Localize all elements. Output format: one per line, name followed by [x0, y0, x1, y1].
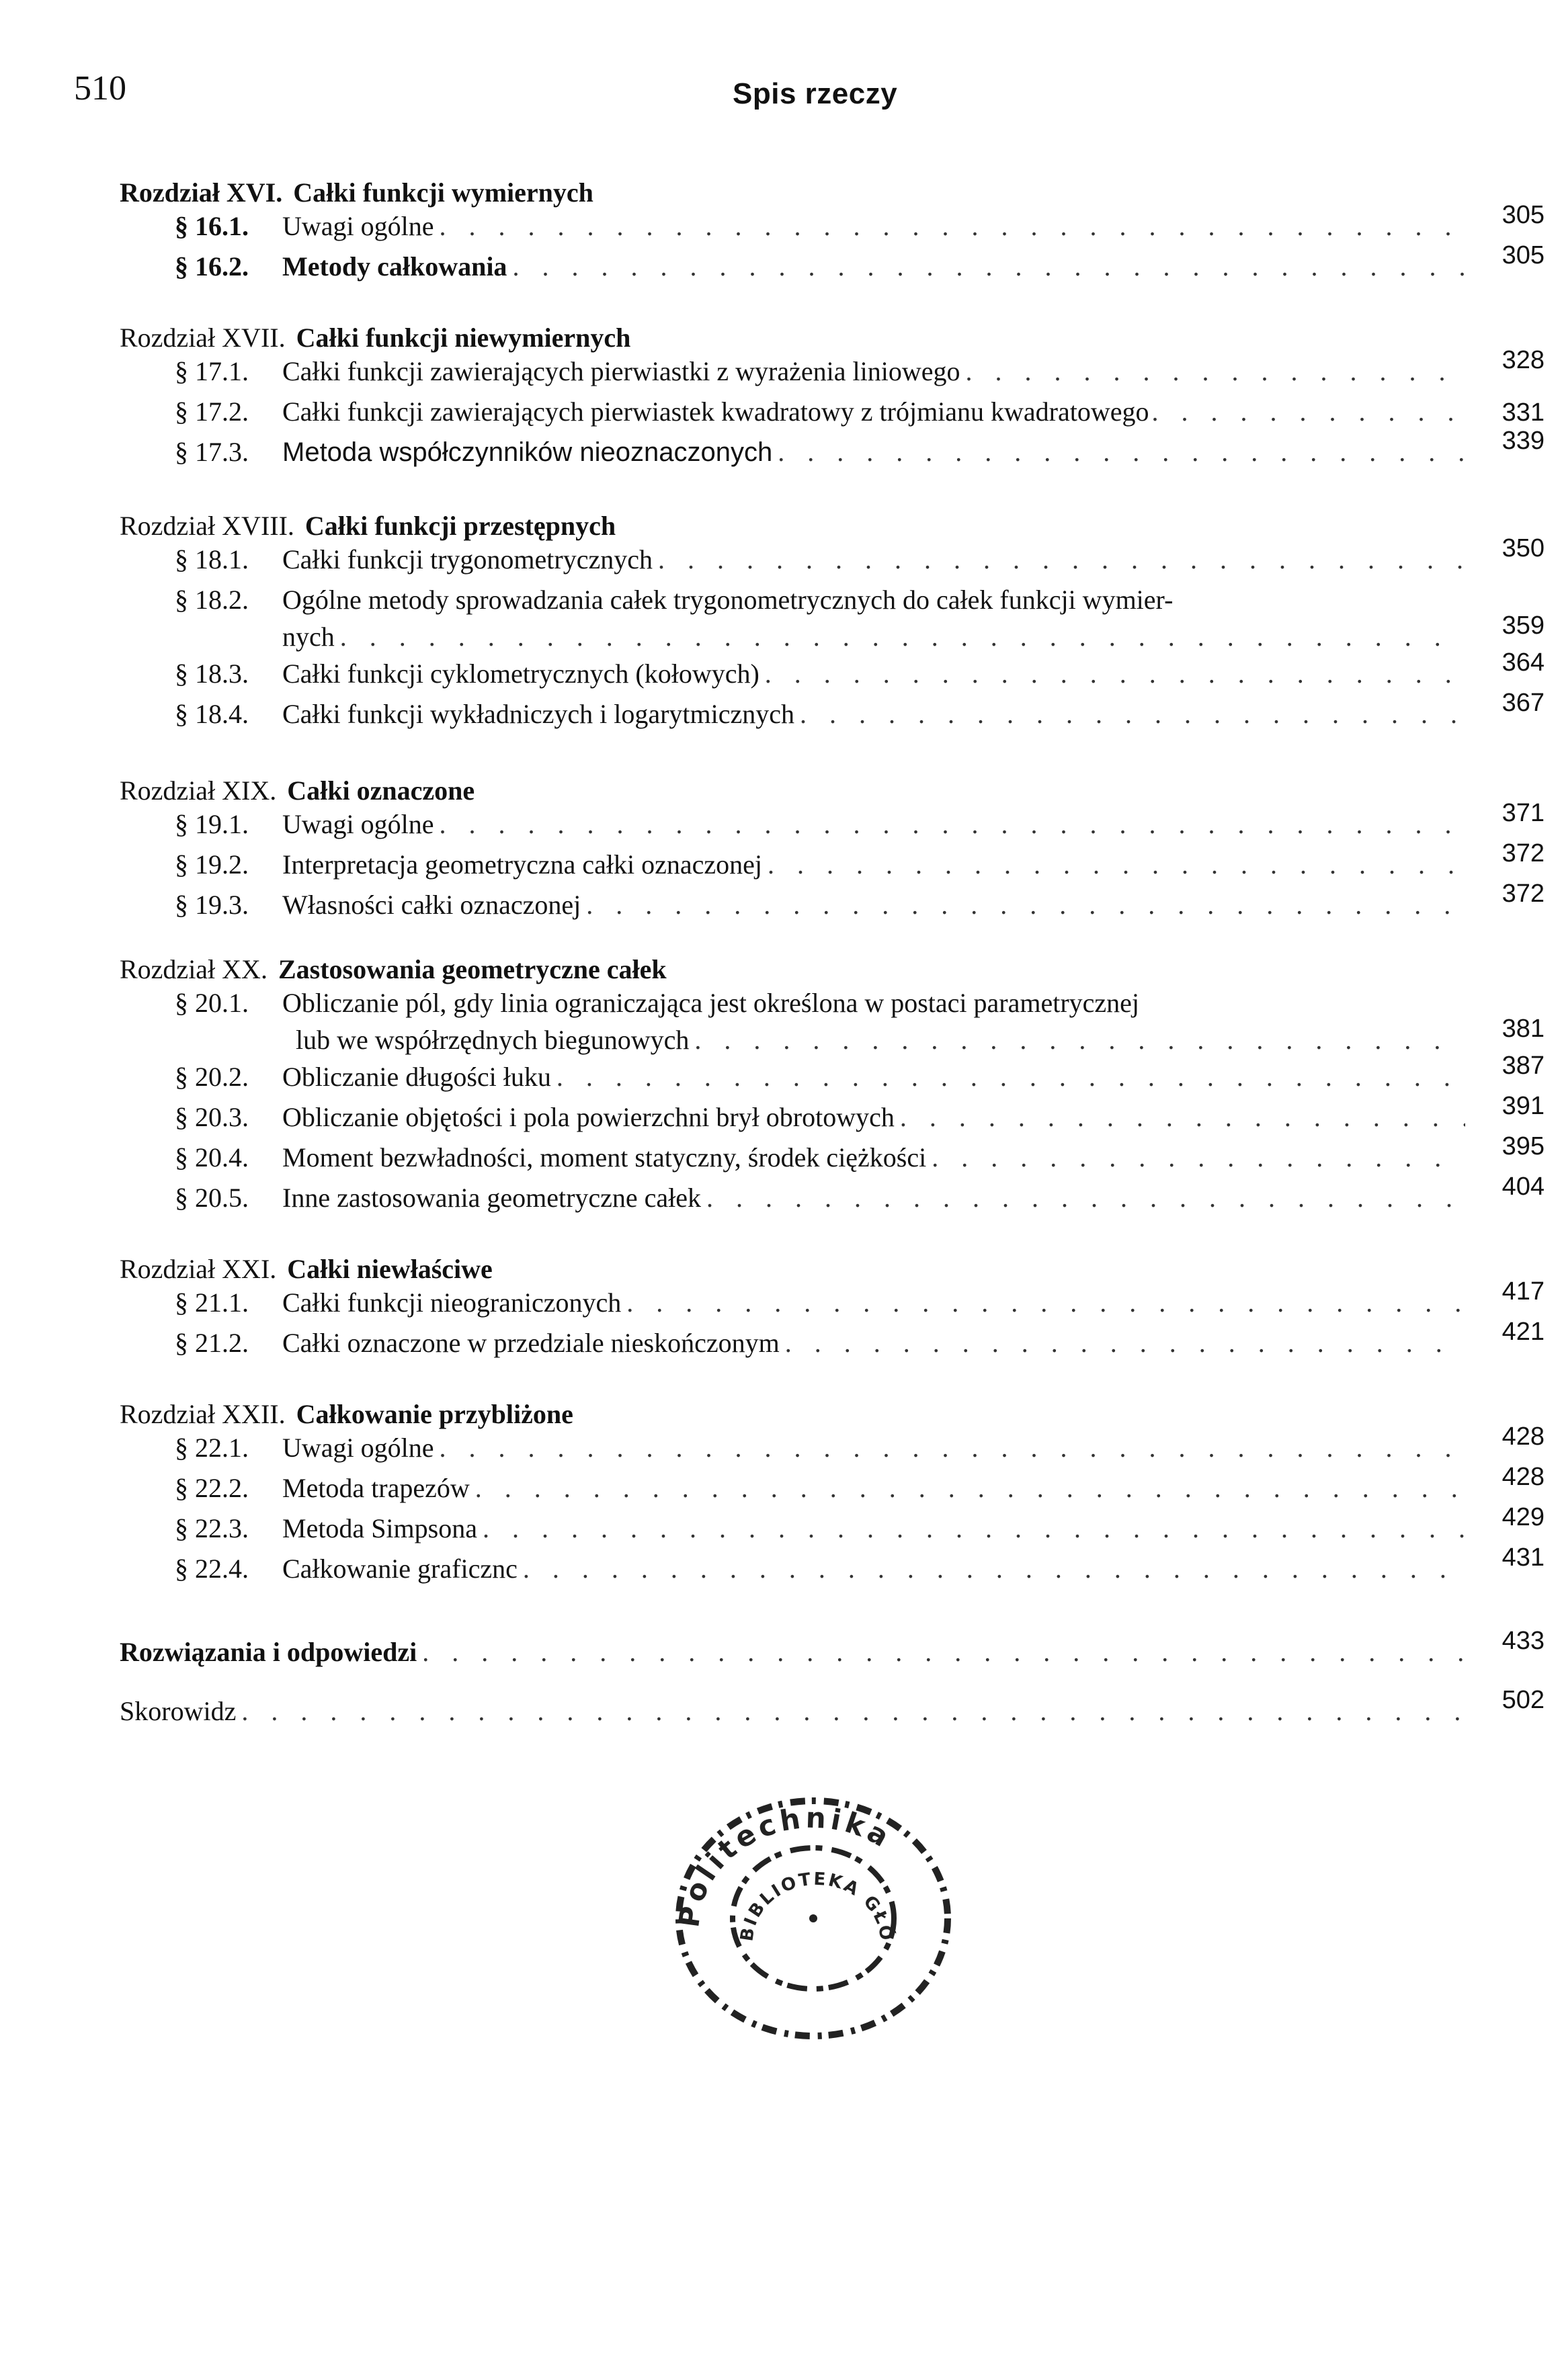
- page-ref: 328: [1502, 346, 1545, 374]
- entry-title: Uwagi ogólne: [282, 1433, 434, 1463]
- toc-entry[interactable]: [120, 1422, 1545, 1472]
- toc-entry[interactable]: [120, 201, 1545, 250]
- page-ref: 431: [1502, 1543, 1545, 1572]
- leader-dots: [694, 1023, 1465, 1057]
- leader-dots: [422, 1635, 1465, 1669]
- entry-title: Całki oznaczone w przedziale nieskończonym: [282, 1328, 780, 1358]
- leader-dots: [440, 808, 1465, 841]
- entry-title: Całki funkcji wykładniczych i logarytmicznych: [282, 699, 794, 729]
- leader-dots: [512, 250, 1465, 284]
- toc-entry[interactable]: [120, 839, 1545, 888]
- section-number: § 20.2.: [175, 1062, 249, 1092]
- leader-dots: [778, 435, 1465, 469]
- entry-title: Skorowidz: [120, 1696, 237, 1726]
- page-ref: 428: [1502, 1422, 1545, 1451]
- toc-entry[interactable]: [120, 1503, 1545, 1552]
- toc-entry[interactable]: [120, 1132, 1545, 1181]
- entry-title: Całki funkcji nieograniczonych: [282, 1287, 622, 1318]
- leader-dots: [440, 210, 1465, 243]
- section-number: § 20.3.: [175, 1102, 249, 1132]
- chapter-title: Całki funkcji wymiernych: [293, 177, 593, 208]
- page-ref: 350: [1502, 534, 1545, 562]
- leader-dots: [1152, 395, 1468, 429]
- page-ref: 391: [1502, 1092, 1545, 1120]
- section-number: § 21.1.: [175, 1287, 249, 1318]
- entry-title: Rozwiązania i odpowiedzi: [120, 1637, 417, 1667]
- page-number: 510: [74, 69, 126, 108]
- leader-dots: [800, 697, 1465, 731]
- page-ref: 359: [1502, 611, 1545, 640]
- entry-title: Własności całki oznaczonej: [282, 890, 581, 920]
- toc-entry[interactable]: [120, 534, 1545, 583]
- section-number: § 17.2.: [175, 396, 249, 427]
- chapter-heading: [120, 321, 1545, 355]
- toc-entry[interactable]: [120, 799, 1545, 848]
- page-ref: 305: [1502, 201, 1545, 229]
- section-number: § 22.2.: [175, 1473, 249, 1503]
- chapter-label: Rozdział XX.: [120, 954, 268, 984]
- entry-title: Obliczanie długości łuku: [282, 1062, 551, 1092]
- chapter-heading: [120, 176, 1545, 210]
- page-ref: 428: [1502, 1463, 1545, 1491]
- toc-entry[interactable]: [120, 346, 1545, 395]
- chapter-label: Rozdział XVIII.: [120, 511, 294, 541]
- stamp-outer-text: Politechnika: [672, 1801, 898, 1930]
- page-ref: 395: [1502, 1132, 1545, 1160]
- toc-entry[interactable]: [120, 427, 1545, 476]
- page-ref: 372: [1502, 839, 1545, 867]
- section-number: § 16.1.: [175, 211, 249, 241]
- library-stamp-icon: [645, 1774, 981, 2056]
- chapter-title: Całki niewłaściwe: [287, 1254, 493, 1284]
- toc-entry[interactable]: [120, 395, 1545, 435]
- leader-dots: [475, 1472, 1465, 1505]
- toc-entry[interactable]: [120, 648, 1545, 697]
- section-number: § 22.1.: [175, 1433, 249, 1463]
- entry-title: Interpretacja geometryczna całki oznaczonej: [282, 849, 763, 880]
- leader-dots: [626, 1286, 1465, 1320]
- page-ref: 387: [1502, 1052, 1545, 1080]
- entry-title: Metoda trapezów: [282, 1473, 470, 1503]
- chapter-xvii: [120, 321, 1545, 476]
- chapter-title: Całki oznaczone: [287, 775, 475, 806]
- toc-entry[interactable]: [120, 1092, 1545, 1141]
- toc-entry[interactable]: [120, 689, 1545, 738]
- toc-entry[interactable]: [120, 583, 1545, 657]
- leader-dots: [241, 1695, 1465, 1728]
- page-ref: 433: [1502, 1627, 1545, 1655]
- leader-dots: [523, 1552, 1465, 1586]
- entry-title: Całki funkcji cyklometrycznych (kołowych): [282, 658, 759, 689]
- entry-title: Moment bezwładności, moment statyczny, środek ciężkości: [282, 1142, 927, 1173]
- chapter-label: Rozdział XVII.: [120, 323, 286, 353]
- toc-entry[interactable]: [120, 1173, 1545, 1222]
- toc-entry[interactable]: [120, 1318, 1545, 1367]
- entry-title: Metoda Simpsona: [282, 1513, 477, 1543]
- page-ref: 404: [1502, 1173, 1545, 1201]
- section-number: § 20.5.: [175, 1183, 249, 1213]
- entry-title: Całkowanie graficznc: [282, 1554, 518, 1584]
- page-ref: 381: [1502, 1015, 1545, 1043]
- page-ref: 339: [1502, 427, 1545, 455]
- leader-dots: [340, 620, 1465, 654]
- toc-entry[interactable]: [120, 880, 1545, 929]
- page-ref: 372: [1502, 880, 1545, 908]
- section-number: § 22.4.: [175, 1554, 249, 1584]
- toc-entry[interactable]: [120, 241, 1545, 290]
- page-ref: 371: [1502, 799, 1545, 827]
- stamp-inner-text: BIBLIOTEKA GŁÓ: [737, 1869, 897, 1944]
- chapter-xxii: [120, 1398, 1545, 1592]
- section-number: § 20.1.: [175, 988, 249, 1018]
- leader-dots: [658, 543, 1465, 577]
- entry-title: Uwagi ogólne: [282, 211, 434, 241]
- page-ref: 502: [1502, 1686, 1545, 1714]
- entry-title: Metoda współczynników nieoznaczonych: [282, 437, 773, 467]
- stamp-graphic: [645, 1774, 981, 2056]
- leader-dots: [785, 1326, 1465, 1360]
- toc-entry[interactable]: [120, 1463, 1545, 1512]
- chapter-xix: [120, 774, 1545, 929]
- section-number: § 19.2.: [175, 849, 249, 880]
- leader-dots: [440, 1431, 1465, 1465]
- chapter-title: Całki funkcji niewymiernych: [296, 323, 631, 353]
- chapter-title: Zastosowania geometryczne całek: [278, 954, 667, 984]
- section-number: § 19.1.: [175, 809, 249, 839]
- section-number: § 18.1.: [175, 544, 249, 575]
- toc-entry[interactable]: [120, 1543, 1545, 1592]
- toc-entry-index[interactable]: [120, 1686, 1545, 1735]
- page-ref: 364: [1502, 648, 1545, 677]
- section-number: § 17.1.: [175, 356, 249, 386]
- leader-dots: [706, 1181, 1465, 1215]
- running-head: Spis rzeczy: [733, 77, 898, 110]
- section-number: § 21.2.: [175, 1328, 249, 1358]
- chapter-xxi: [120, 1252, 1545, 1367]
- leader-dots: [768, 848, 1465, 882]
- chapter-label: Rozdział XXI.: [120, 1254, 277, 1284]
- section-number: § 17.3.: [175, 437, 249, 467]
- entry-title: nych: [282, 622, 335, 652]
- leader-dots: [586, 888, 1465, 922]
- entry-title: lub we współrzędnych biegunowych: [296, 1025, 690, 1055]
- leader-dots: [965, 355, 1465, 388]
- page-ref: 331: [1502, 398, 1545, 427]
- chapter-heading: [120, 1398, 1545, 1431]
- entry-title: Metody całkowania: [282, 251, 507, 282]
- section-number: § 16.2.: [175, 251, 249, 282]
- chapter-xx: [120, 953, 1545, 1222]
- entry-title: Obliczanie objętości i pola powierzchni brył obrotowych: [282, 1102, 895, 1132]
- section-number: § 18.4.: [175, 699, 249, 729]
- leader-dots: [900, 1101, 1465, 1134]
- leader-dots: [483, 1512, 1465, 1545]
- leader-dots: [765, 657, 1465, 691]
- entry-title: Całki funkcji trygonometrycznych: [282, 544, 653, 575]
- toc-entry[interactable]: [120, 1277, 1545, 1326]
- entry-title: Całki funkcji zawierających pierwiastki z wyrażenia liniowego: [282, 356, 960, 386]
- entry-title: Uwagi ogólne: [282, 809, 434, 839]
- leader-dots: [932, 1141, 1465, 1175]
- section-number: § 18.3.: [175, 658, 249, 689]
- chapter-label: Rozdział XVI.: [120, 177, 283, 208]
- chapter-heading: [120, 1252, 1545, 1286]
- page-ref: 429: [1502, 1503, 1545, 1531]
- chapter-label: Rozdział XXII.: [120, 1399, 286, 1429]
- chapter-label: Rozdział XIX.: [120, 775, 277, 806]
- chapter-heading: [120, 774, 1545, 808]
- chapter-xviii: [120, 509, 1545, 738]
- chapter-heading: [120, 509, 1545, 543]
- leader-dots: [557, 1060, 1465, 1094]
- toc-entry-answers[interactable]: [120, 1627, 1545, 1676]
- section-number: § 20.4.: [175, 1142, 249, 1173]
- entry-title-line1: Ogólne metody sprowadzania całek trygonometrycznych do całek funkcji wymier-: [282, 585, 1174, 615]
- entry-title-line1: Obliczanie pól, gdy linia ograniczająca jest określona w postaci parametrycznej: [282, 988, 1140, 1018]
- toc-entry[interactable]: [120, 1052, 1545, 1101]
- entry-title: Inne zastosowania geometryczne całek: [282, 1183, 702, 1213]
- page-ref: 417: [1502, 1277, 1545, 1306]
- chapter-xvi: [120, 176, 1545, 290]
- section-number: § 22.3.: [175, 1513, 249, 1543]
- toc-entry[interactable]: [120, 986, 1545, 1060]
- section-number: § 19.3.: [175, 890, 249, 920]
- section-number: § 18.2.: [175, 585, 249, 615]
- page-ref: 421: [1502, 1318, 1545, 1346]
- entry-title: Całki funkcji zawierających pierwiastek kwadratowy z trójmianu kwadratowego: [282, 396, 1149, 427]
- chapter-heading: [120, 953, 1545, 986]
- chapter-title: Całkowanie przybliżone: [296, 1399, 573, 1429]
- page-ref: 305: [1502, 241, 1545, 269]
- page-ref: 367: [1502, 689, 1545, 717]
- chapter-title: Całki funkcji przestępnych: [304, 511, 616, 541]
